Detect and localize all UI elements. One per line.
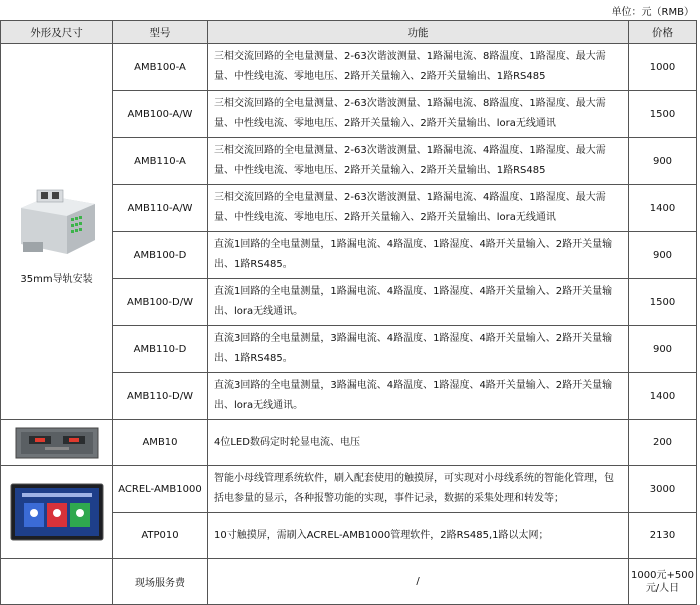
function-cell: 直流3回路的全电量测量，3路漏电流、4路温度、1路湿度、4路开关量输入、2路开关量输出、lora无线通讯。 xyxy=(208,373,629,420)
function-cell: 10寸触摸屏，需刷入ACREL-AMB1000管理软件，2路RS485,1路以太网； xyxy=(208,513,629,559)
price-cell: 2130 xyxy=(629,513,697,559)
function-cell: 4位LED数码定时轮显电流、电压 xyxy=(208,420,629,466)
header-shape: 外形及尺寸 xyxy=(1,21,113,44)
function-cell: 直流1回路的全电量测量，1路漏电流、4路温度、1路湿度、4路开关量输入、2路开关量输出、lora无线通讯。 xyxy=(208,279,629,326)
empty-shape-cell xyxy=(1,559,113,605)
price-cell: 1500 xyxy=(629,279,697,326)
model-cell: 现场服务费 xyxy=(113,559,208,605)
model-cell: AMB110-D xyxy=(113,326,208,373)
table-row xyxy=(1,466,697,513)
model-cell: ACREL-AMB1000 xyxy=(113,466,208,513)
price-cell: 1400 xyxy=(629,373,697,420)
table-row xyxy=(1,420,697,466)
shape-cell-screen xyxy=(1,466,113,559)
table-row xyxy=(1,559,697,605)
table-header xyxy=(1,21,697,44)
function-cell: 三相交流回路的全电量测量、2-63次谐波测量、1路漏电流、4路温度、1路湿度、最大需量、中性线电流、零地电压、2路开关量输入、2路开关量输出、1路RS485 xyxy=(208,138,629,185)
model-cell: AMB110-A xyxy=(113,138,208,185)
shape-label: 35mm导轨安装 xyxy=(20,274,93,285)
shape-cell-led xyxy=(1,420,113,466)
model-cell: AMB10 xyxy=(113,420,208,466)
function-cell: 智能小母线管理系统软件，刷入配套使用的触摸屏，可实现对小母线系统的智能化管理，包括电参量的显示，各种报警功能的实现，事件记录，数据的采集处理和转发等； xyxy=(208,466,629,513)
price-cell: 3000 xyxy=(629,466,697,513)
function-cell: / xyxy=(208,559,629,605)
shape-cell-rail xyxy=(1,44,113,420)
function-cell: 三相交流回路的全电量测量、2-63次谐波测量、1路漏电流、8路温度、1路湿度、最大需量、中性线电流、零地电压、2路开关量输入、2路开关量输出、1路RS485 xyxy=(208,44,629,91)
price-cell: 900 xyxy=(629,232,697,279)
model-cell: AMB100-A xyxy=(113,44,208,91)
price-cell: 1000元+500元/人日 xyxy=(629,559,697,605)
price-cell: 200 xyxy=(629,420,697,466)
table-row xyxy=(1,44,697,91)
touchscreen-icon xyxy=(10,483,104,541)
header-function: 功能 xyxy=(208,21,629,44)
price-table xyxy=(0,20,697,605)
price-cell: 900 xyxy=(629,326,697,373)
model-cell: AMB100-D xyxy=(113,232,208,279)
function-cell: 三相交流回路的全电量测量、2-63次谐波测量、1路漏电流、8路温度、1路湿度、最大需量、中性线电流、零地电压、2路开关量输入、2路开关量输出、lora无线通讯 xyxy=(208,91,629,138)
function-cell: 三相交流回路的全电量测量、2-63次谐波测量、1路漏电流、4路温度、1路湿度、最大需量、中性线电流、零地电压、2路开关量输入、2路开关量输出、lora无线通讯 xyxy=(208,185,629,232)
din-rail-meter-icon xyxy=(15,178,99,260)
model-cell: AMB100-D/W xyxy=(113,279,208,326)
header-model: 型号 xyxy=(113,21,208,44)
model-cell: AMB110-A/W xyxy=(113,185,208,232)
function-cell: 直流1回路的全电量测量，1路漏电流、4路温度、1路湿度、4路开关量输入、2路开关量输出、1路RS485。 xyxy=(208,232,629,279)
model-cell: AMB110-D/W xyxy=(113,373,208,420)
price-cell: 1000 xyxy=(629,44,697,91)
price-cell: 1400 xyxy=(629,185,697,232)
header-price: 价格 xyxy=(629,21,697,44)
price-cell: 900 xyxy=(629,138,697,185)
model-cell: ATP010 xyxy=(113,513,208,559)
currency-unit: 单位：元（RMB） xyxy=(611,7,694,18)
function-cell: 直流3回路的全电量测量，3路漏电流、4路温度、1路湿度、4路开关量输入、2路开关量输出、1路RS485。 xyxy=(208,326,629,373)
led-display-icon xyxy=(15,427,99,459)
model-cell: AMB100-A/W xyxy=(113,91,208,138)
price-cell: 1500 xyxy=(629,91,697,138)
